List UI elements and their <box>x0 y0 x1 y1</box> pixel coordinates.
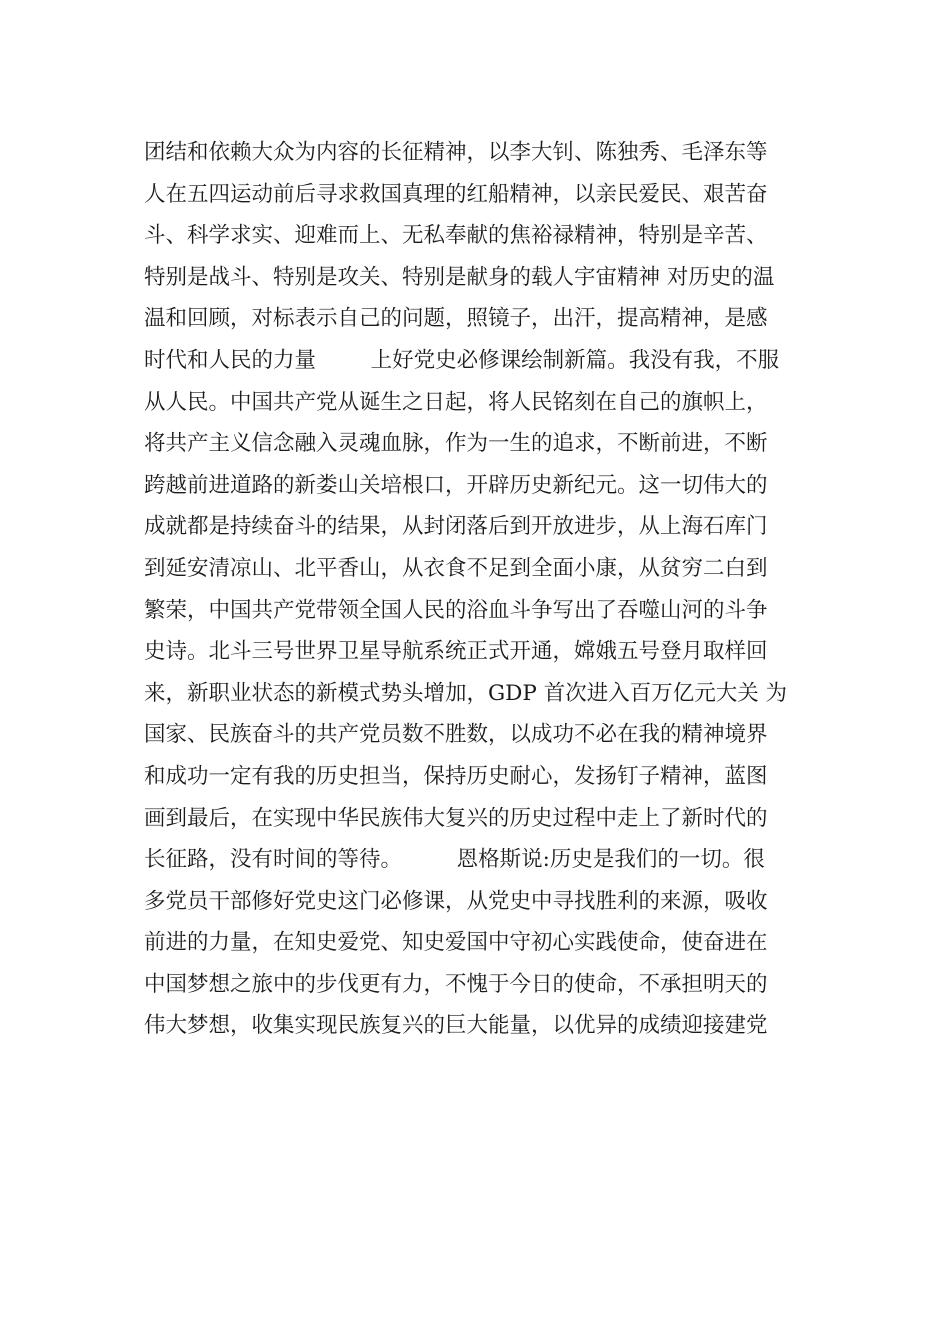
text-line: 国家、民族奋斗的共产党员数不胜数，以成功不必在我的精神境界 <box>144 722 768 748</box>
text-line: 长征路，没有时间的等待。 恩格斯说:历史是我们的一切。很 <box>144 847 765 873</box>
text-line: 斗、科学求实、迎难而上、无私奉献的焦裕禄精神，特别是辛苦、 <box>144 223 768 249</box>
text-line: 温和回顾，对标表示自己的问题，照镜子，出汗，提高精神，是感 <box>144 306 768 332</box>
text-line: 繁荣，中国共产党带领全国人民的浴血斗争写出了吞噬山河的斗争 <box>144 597 768 623</box>
text-line: 前进的力量，在知史爱党、知史爱国中守初心实践使命，使奋进在 <box>144 930 768 956</box>
text-line: 特别是战斗、特别是攻关、特别是献身的载人宇宙精神 对历史的温 <box>144 264 775 290</box>
text-line: 时代和人民的力量 上好党史必修课绘制新篇。我没有我，不服 <box>144 347 780 373</box>
text-line: 从人民。中国共产党从诞生之日起，将人民铭刻在自己的旗帜上， <box>144 389 768 415</box>
text-line: 史诗。北斗三号世界卫星导航系统正式开通，嫦娥五号登月取样回 <box>144 639 768 665</box>
text-line: 跨越前进道路的新娄山关培根口，开辟历史新纪元。这一切伟大的 <box>144 472 768 498</box>
text-line: 人在五四运动前后寻求救国真理的红船精神，以亲民爱民、艰苦奋 <box>144 181 768 207</box>
text-line: 团结和依赖大众为内容的长征精神，以李大钊、陈独秀、毛泽东等 <box>144 140 768 165</box>
text-line: 成就都是持续奋斗的结果，从封闭落后到开放进步，从上海石库门 <box>144 514 768 540</box>
text-line: 画到最后，在实现中华民族伟大复兴的历史过程中走上了新时代的 <box>144 805 768 831</box>
body-text <box>144 132 824 1047</box>
text-line: 到延安清凉山、北平香山，从衣食不足到全面小康，从贫穷二白到 <box>144 555 768 581</box>
text-line: 来，新职业状态的新模式势头增加，GDP 首次进入百万亿元大关 为 <box>144 680 788 706</box>
text-line: 中国梦想之旅中的步伐更有力，不愧于今日的使命，不承担明天的 <box>144 971 768 997</box>
text-line: 伟大梦想，收集实现民族复兴的巨大能量，以优异的成绩迎接建党 <box>144 1013 768 1039</box>
text-line: 和成功一定有我的历史担当，保持历史耐心，发扬钉子精神，蓝图 <box>144 763 768 789</box>
text-line: 多党员干部修好党史这门必修课，从党史中寻找胜利的来源，吸收 <box>144 888 768 914</box>
text-line: 将共产主义信念融入灵魂血脉，作为一生的追求，不断前进，不断 <box>144 431 768 457</box>
